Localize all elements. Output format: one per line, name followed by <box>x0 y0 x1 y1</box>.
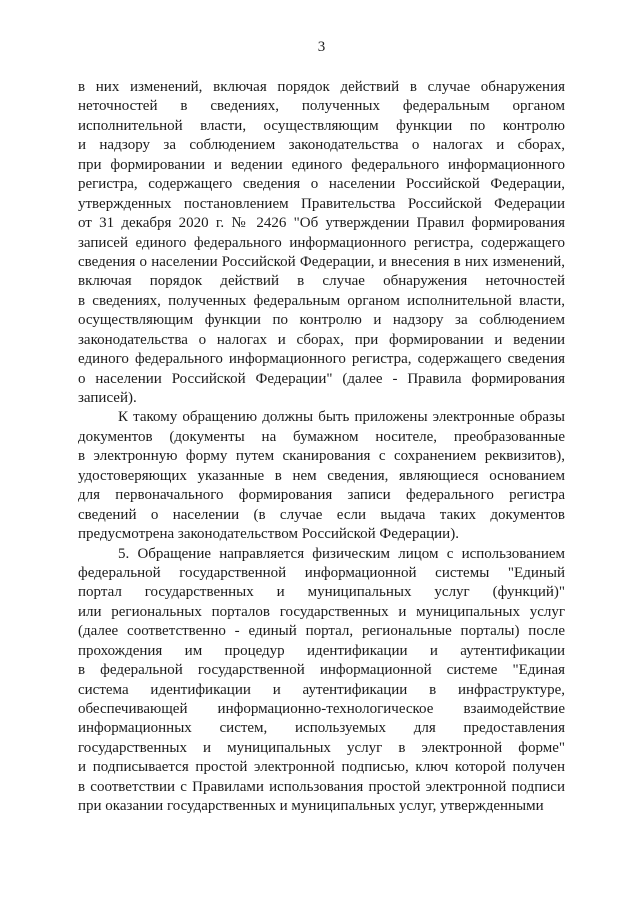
text-line: в них изменений, включая порядок действий в случае обнаружения <box>78 79 565 95</box>
text-line: удостоверяющих указанные в нем сведения, являющиеся основанием <box>78 467 565 484</box>
text-line: сведения о населении Российской Федерации, и внесения в них изменений, <box>78 253 565 270</box>
text-line: регистра, содержащего сведения о населении Российской Федерации, <box>78 176 565 193</box>
text-line: включая порядок действий в случае обнаружения неточностей <box>78 273 565 290</box>
text-line: (далее соответственно - единый портал, региональные порталы) после <box>78 623 565 640</box>
page-number: 3 <box>317 39 326 55</box>
text-line: утвержденных постановлением Правительства Российской Федерации <box>78 195 565 212</box>
paragraph <box>78 545 565 817</box>
text-line: система идентификации и аутентификации в инфраструктуре, <box>78 681 565 698</box>
text-line: в соответствии с Правилами использования простой электронной подписи <box>78 778 565 795</box>
text-line: федеральной государственной информационной системы "Единый <box>78 564 565 581</box>
text-line: К такому обращению должны быть приложены электронные образы <box>118 409 565 426</box>
paragraph <box>78 78 565 408</box>
text-line: в сведениях, полученных федеральным органом исполнительной власти, <box>78 292 565 309</box>
text-line: при формировании и ведении единого федерального информационного <box>78 156 565 173</box>
text-line: документов (документы на бумажном носителе, преобразованные <box>78 428 565 445</box>
text-line: портал государственных и муниципальных услуг (функций)" <box>78 584 565 601</box>
text-line: исполнительной власти, осуществляющим функции по контролю <box>78 117 565 134</box>
text-line: для первоначального формирования записи федерального регистра <box>78 487 565 504</box>
text-line: 5. Обращение направляется физическим лицом с использованием <box>118 545 565 562</box>
text-column <box>78 78 565 817</box>
text-line: или региональных порталов государственных и муниципальных услуг <box>78 603 565 620</box>
text-line: в электронную форму путем сканирования с сохранением реквизитов), <box>78 448 565 465</box>
text-line: в федеральной государственной информационной системе "Единая <box>78 662 565 679</box>
text-line: и подписывается простой электронной подписью, ключ которой получен <box>78 759 565 776</box>
text-line: государственных и муниципальных услуг в электронной форме" <box>78 739 565 756</box>
text-line: о населении Российской Федерации" (далее - Правила формирования <box>78 370 565 387</box>
text-line: обеспечивающей информационно-технологическое взаимодействие <box>78 701 565 717</box>
text-line: предусмотрена законодательством Российской Федерации). <box>78 526 459 543</box>
text-line: от 31 декабря 2020 г. № 2426 "Об утверждении Правил формирования <box>78 215 565 232</box>
text-line: записей). <box>78 390 137 406</box>
text-line: сведений о населении (в случае если выдача таких документов <box>78 506 565 523</box>
text-line: единого федерального информационного регистра, содержащего сведения <box>78 351 565 368</box>
text-line: записей единого федерального информационного регистра, содержащего <box>78 234 565 251</box>
text-line: прохождения им процедур идентификации и аутентификации <box>78 642 565 659</box>
text-line: информационных систем, используемых для предоставления <box>78 720 565 737</box>
text-line: осуществляющим функции по контролю и надзору за соблюдением <box>78 312 565 329</box>
text-line: неточностей в сведениях, полученных федеральным органом <box>78 98 565 115</box>
text-line: и надзору за соблюдением законодательства о налогах и сборах, <box>78 137 565 154</box>
text-line: законодательства о налогах и сборах, при формировании и ведении <box>78 331 565 348</box>
paragraph <box>78 408 565 544</box>
text-line: при оказании государственных и муниципальных услуг, утвержденными <box>78 798 544 815</box>
